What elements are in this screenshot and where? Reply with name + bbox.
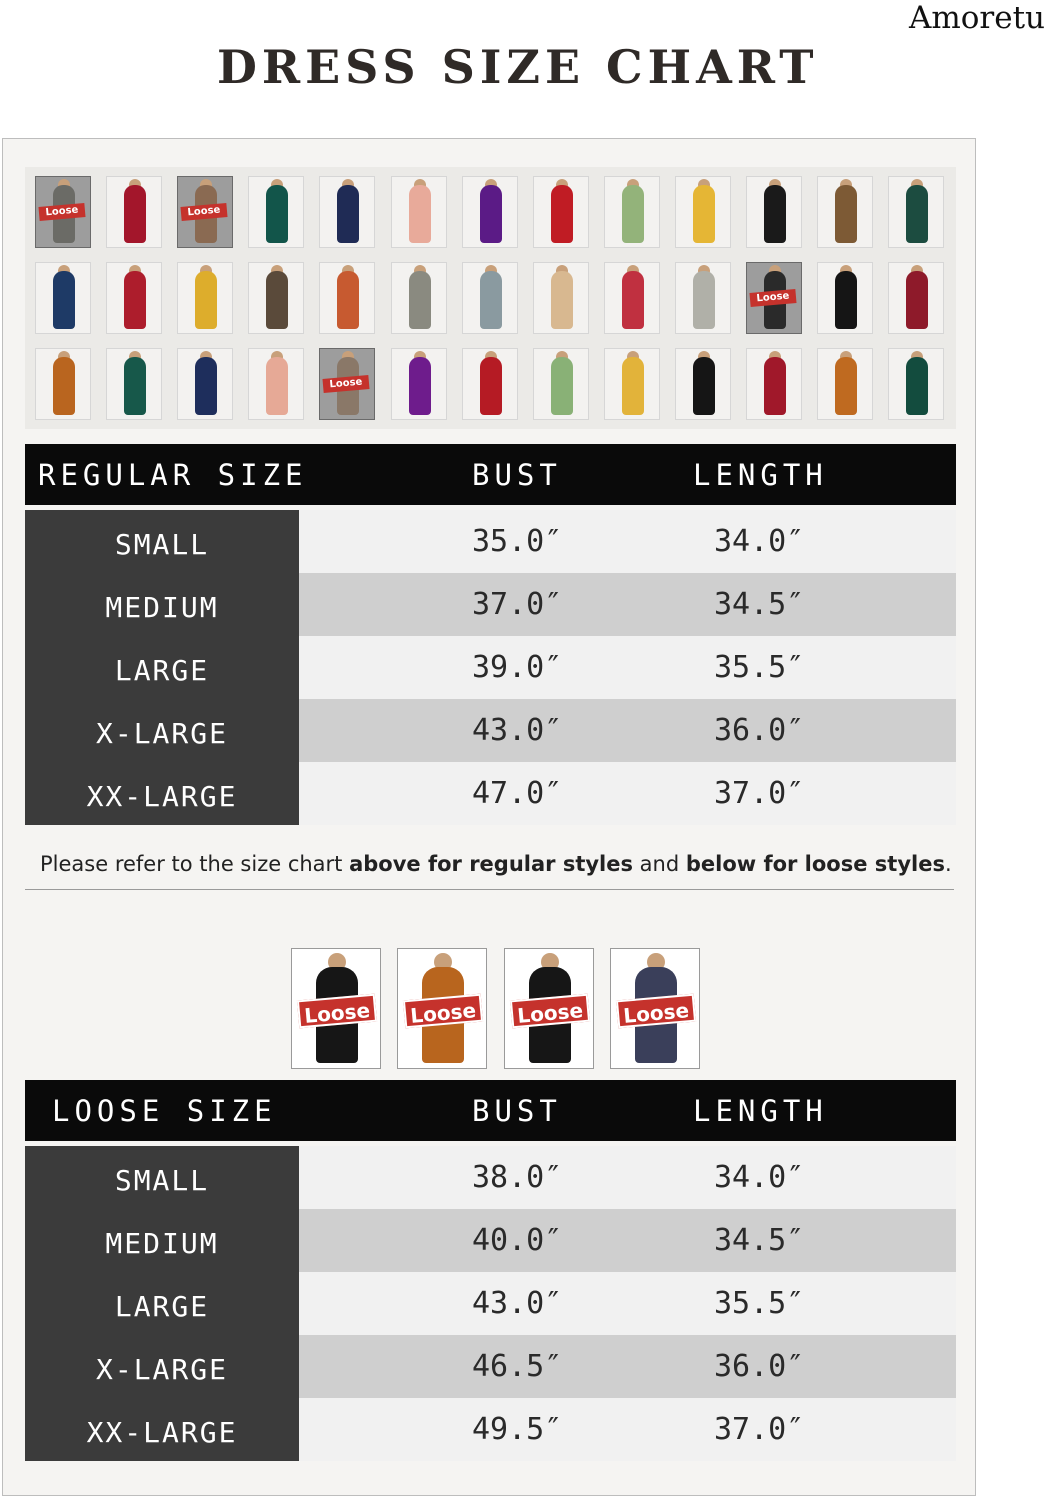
page-title: DRESS SIZE CHART bbox=[217, 40, 819, 94]
color-swatch-thumbnail[interactable] bbox=[746, 348, 802, 420]
length-heading: LENGTH bbox=[693, 458, 828, 492]
length-value: 34.0″ bbox=[714, 1160, 805, 1195]
color-swatch-thumbnail[interactable] bbox=[604, 348, 660, 420]
loose-size-heading: LOOSE SIZE bbox=[52, 1094, 277, 1128]
dress-swatch bbox=[693, 185, 715, 243]
dress-swatch bbox=[835, 357, 857, 415]
loose-tag: Loose bbox=[749, 289, 796, 307]
dress-swatch bbox=[195, 357, 217, 415]
dress-swatch bbox=[693, 271, 715, 329]
dress-swatch bbox=[835, 271, 857, 329]
table-row bbox=[25, 699, 956, 762]
color-swatch-thumbnail[interactable] bbox=[319, 176, 375, 248]
color-swatch-thumbnail[interactable] bbox=[675, 348, 731, 420]
length-value: 35.5″ bbox=[714, 1286, 805, 1321]
table-row bbox=[25, 1398, 956, 1461]
color-swatch-thumbnail[interactable] bbox=[888, 348, 944, 420]
loose-tag: Loose bbox=[297, 994, 377, 1029]
length-value: 35.5″ bbox=[714, 650, 805, 685]
color-swatch-thumbnail[interactable] bbox=[35, 348, 91, 420]
color-swatch-thumbnail[interactable] bbox=[106, 348, 162, 420]
dress-swatch bbox=[835, 185, 857, 243]
dress-swatch bbox=[266, 185, 288, 243]
length-heading: LENGTH bbox=[693, 1094, 828, 1128]
regular-size-heading: REGULAR SIZE bbox=[38, 458, 308, 492]
brand-logo: Amoretu bbox=[908, 0, 1045, 36]
bust-value: 37.0″ bbox=[472, 587, 563, 622]
table-row bbox=[25, 1146, 956, 1209]
color-swatch-thumbnail[interactable] bbox=[533, 262, 589, 334]
color-swatch-thumbnail[interactable] bbox=[746, 176, 802, 248]
loose-example-image bbox=[504, 948, 594, 1069]
dress-swatch bbox=[337, 271, 359, 329]
dress-swatch bbox=[906, 271, 928, 329]
size-label: XX-LARGE bbox=[25, 762, 299, 825]
table-row bbox=[25, 1272, 956, 1335]
dress-swatch bbox=[622, 357, 644, 415]
dress-swatch bbox=[409, 357, 431, 415]
size-label: X-LARGE bbox=[25, 1335, 299, 1398]
color-swatch-thumbnail[interactable] bbox=[106, 176, 162, 248]
length-value: 34.5″ bbox=[714, 587, 805, 622]
regular-table-header bbox=[25, 444, 956, 505]
length-value: 34.0″ bbox=[714, 524, 805, 559]
loose-table-header bbox=[25, 1080, 956, 1141]
loose-example-image bbox=[397, 948, 487, 1069]
color-swatch-thumbnail[interactable] bbox=[391, 348, 447, 420]
dress-swatch bbox=[551, 185, 573, 243]
color-swatch-thumbnail[interactable] bbox=[462, 348, 518, 420]
note-text: Please refer to the size chart bbox=[40, 852, 350, 876]
dress-swatch bbox=[409, 185, 431, 243]
size-label: X-LARGE bbox=[25, 699, 299, 762]
dress-swatch bbox=[124, 357, 146, 415]
dress-swatch bbox=[622, 185, 644, 243]
size-label: SMALL bbox=[25, 510, 299, 573]
loose-tag: Loose bbox=[38, 203, 85, 221]
color-swatch-thumbnail[interactable] bbox=[675, 176, 731, 248]
size-label: MEDIUM bbox=[25, 573, 299, 636]
dress-swatch bbox=[906, 357, 928, 415]
color-swatch-thumbnail[interactable] bbox=[248, 262, 304, 334]
table-row bbox=[25, 762, 956, 825]
dress-swatch bbox=[480, 357, 502, 415]
color-swatch-thumbnail[interactable] bbox=[177, 348, 233, 420]
color-swatch-thumbnail[interactable] bbox=[817, 348, 873, 420]
color-swatch-grid bbox=[25, 167, 956, 429]
dress-swatch bbox=[906, 185, 928, 243]
dress-swatch bbox=[53, 271, 75, 329]
dress-swatch bbox=[266, 271, 288, 329]
color-swatch-thumbnail[interactable] bbox=[319, 348, 375, 420]
color-swatch-thumbnail[interactable] bbox=[391, 176, 447, 248]
color-swatch-thumbnail[interactable] bbox=[817, 262, 873, 334]
color-swatch-thumbnail[interactable] bbox=[462, 176, 518, 248]
note-bold-loose: below for loose styles bbox=[685, 852, 945, 876]
bust-value: 40.0″ bbox=[472, 1223, 563, 1258]
color-swatch-thumbnail[interactable] bbox=[675, 262, 731, 334]
length-value: 37.0″ bbox=[714, 1412, 805, 1447]
table-row bbox=[25, 1335, 956, 1398]
size-label: XX-LARGE bbox=[25, 1398, 299, 1461]
note-bold-regular: above for regular styles bbox=[349, 852, 633, 876]
dress-swatch bbox=[551, 271, 573, 329]
loose-tag: Loose bbox=[323, 375, 370, 393]
dress-swatch bbox=[764, 357, 786, 415]
loose-example-image bbox=[610, 948, 700, 1069]
color-swatch-thumbnail[interactable] bbox=[533, 348, 589, 420]
size-label: LARGE bbox=[25, 636, 299, 699]
dress-swatch bbox=[551, 357, 573, 415]
loose-tag: Loose bbox=[510, 994, 590, 1029]
loose-tag: Loose bbox=[181, 203, 228, 221]
dress-swatch bbox=[124, 271, 146, 329]
size-label: MEDIUM bbox=[25, 1209, 299, 1272]
dress-swatch bbox=[409, 271, 431, 329]
loose-tag: Loose bbox=[403, 994, 483, 1029]
dress-swatch bbox=[53, 357, 75, 415]
bust-value: 38.0″ bbox=[472, 1160, 563, 1195]
dress-swatch bbox=[266, 357, 288, 415]
length-value: 37.0″ bbox=[714, 776, 805, 811]
size-guidance-note bbox=[40, 852, 952, 876]
note-text: and bbox=[632, 852, 686, 876]
color-swatch-thumbnail[interactable] bbox=[604, 176, 660, 248]
color-swatch-thumbnail[interactable] bbox=[533, 176, 589, 248]
color-swatch-thumbnail[interactable] bbox=[462, 262, 518, 334]
color-swatch-thumbnail[interactable] bbox=[817, 176, 873, 248]
bust-value: 49.5″ bbox=[472, 1412, 563, 1447]
dress-swatch bbox=[622, 271, 644, 329]
table-row bbox=[25, 510, 956, 573]
color-swatch-thumbnail[interactable] bbox=[746, 262, 802, 334]
color-swatch-thumbnail[interactable] bbox=[391, 262, 447, 334]
color-swatch-thumbnail[interactable] bbox=[248, 176, 304, 248]
dress-swatch bbox=[480, 185, 502, 243]
note-text: . bbox=[944, 852, 952, 876]
length-value: 34.5″ bbox=[714, 1223, 805, 1258]
dress-swatch bbox=[764, 185, 786, 243]
size-label: SMALL bbox=[25, 1146, 299, 1209]
color-swatch-thumbnail[interactable] bbox=[248, 348, 304, 420]
color-swatch-thumbnail[interactable] bbox=[177, 176, 233, 248]
table-row bbox=[25, 636, 956, 699]
color-swatch-thumbnail[interactable] bbox=[888, 176, 944, 248]
bust-value: 43.0″ bbox=[472, 1286, 563, 1321]
bust-value: 46.5″ bbox=[472, 1349, 563, 1384]
length-value: 36.0″ bbox=[714, 713, 805, 748]
color-swatch-thumbnail[interactable] bbox=[106, 262, 162, 334]
loose-example-image bbox=[291, 948, 381, 1069]
divider bbox=[25, 889, 954, 890]
size-label: LARGE bbox=[25, 1272, 299, 1335]
bust-value: 35.0″ bbox=[472, 524, 563, 559]
dress-swatch bbox=[195, 271, 217, 329]
bust-value: 39.0″ bbox=[472, 650, 563, 685]
bust-value: 43.0″ bbox=[472, 713, 563, 748]
loose-tag: Loose bbox=[616, 994, 696, 1029]
dress-swatch bbox=[124, 185, 146, 243]
dress-swatch bbox=[337, 185, 359, 243]
table-row bbox=[25, 1209, 956, 1272]
bust-heading: BUST bbox=[472, 1094, 562, 1128]
color-swatch-thumbnail[interactable] bbox=[604, 262, 660, 334]
color-swatch-thumbnail[interactable] bbox=[888, 262, 944, 334]
bust-heading: BUST bbox=[472, 458, 562, 492]
color-swatch-thumbnail[interactable] bbox=[177, 262, 233, 334]
color-swatch-thumbnail[interactable] bbox=[35, 176, 91, 248]
table-row bbox=[25, 573, 956, 636]
color-swatch-thumbnail[interactable] bbox=[319, 262, 375, 334]
length-value: 36.0″ bbox=[714, 1349, 805, 1384]
bust-value: 47.0″ bbox=[472, 776, 563, 811]
dress-swatch bbox=[693, 357, 715, 415]
color-swatch-thumbnail[interactable] bbox=[35, 262, 91, 334]
dress-swatch bbox=[480, 271, 502, 329]
